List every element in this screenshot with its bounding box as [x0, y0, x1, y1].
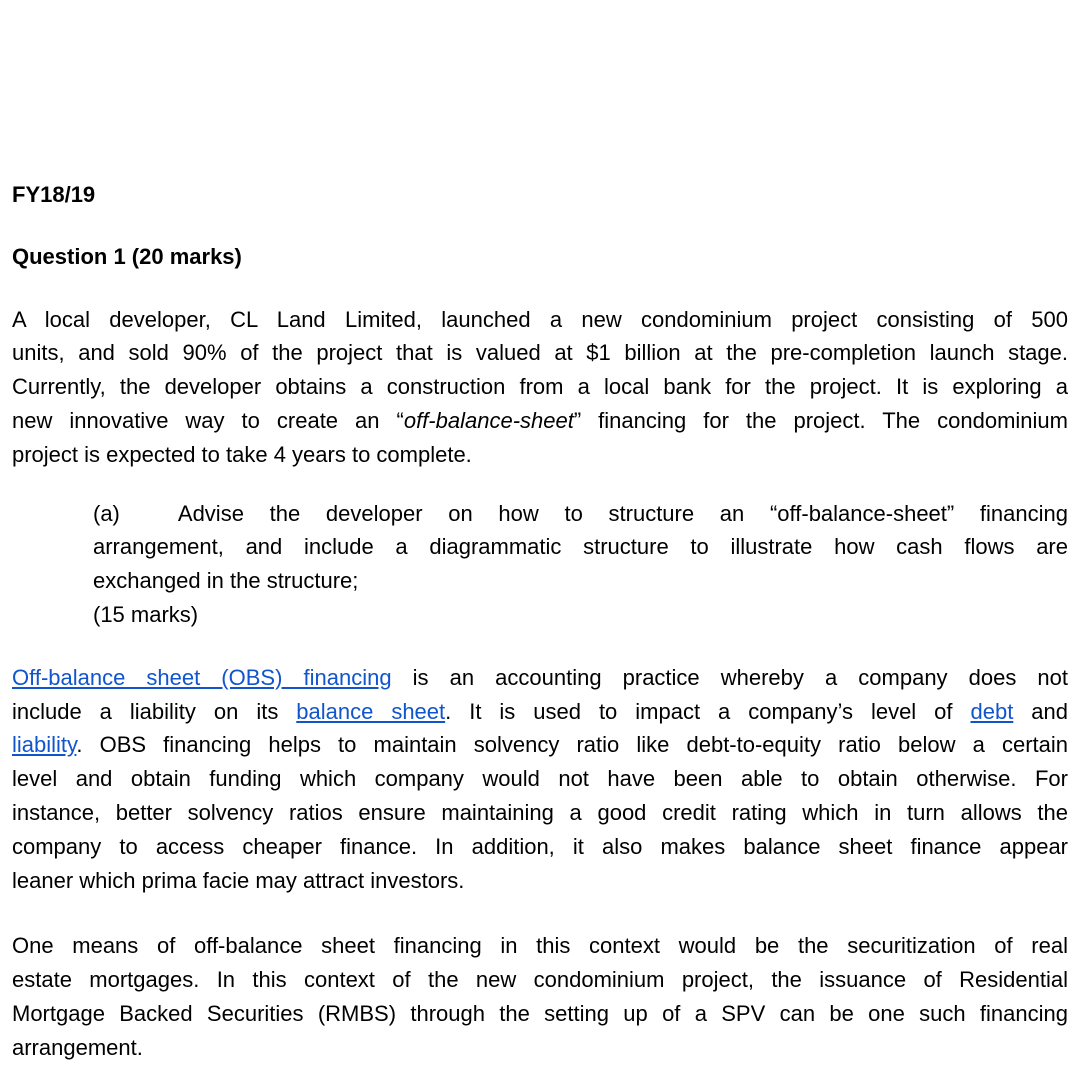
inline-link[interactable]: balance sheet	[296, 698, 446, 724]
text-run: A local developer, CL Land Limited, launched a new condominium project consisting of 500	[12, 306, 1068, 332]
text-run: arrangement, and include a diagrammatic structure to illustrate how cash flows are	[93, 534, 1068, 560]
text-run: off-balance-sheet	[403, 407, 574, 433]
text-line	[12, 336, 1068, 370]
text-run: Advise the developer on how to structure an “off-balance-sheet” financing	[177, 500, 1068, 526]
part-a-paragraph	[93, 497, 1068, 632]
inline-link[interactable]: Off-balance sheet (OBS) financing	[12, 664, 392, 690]
text-run: company to access cheaper finance. In addition, it also makes balance sheet finance appear	[12, 833, 1068, 859]
text-run: (a)	[93, 500, 120, 526]
fiscal-year-heading: FY18/19	[12, 182, 96, 207]
text-line	[12, 1031, 1068, 1065]
text-run: Mortgage Backed Securities (RMBS) through the setting up of a SPV can be one such financing	[12, 1000, 1068, 1026]
text-run: estate mortgages. In this context of the new condominium project, the issuance of Residential	[12, 967, 1068, 993]
text-run: . It is used to impact a company’s level of	[445, 698, 971, 724]
text-line	[12, 303, 1068, 337]
text-line	[93, 497, 1068, 531]
text-line	[12, 864, 1068, 898]
text-run: new innovative way to create an “	[12, 407, 404, 433]
question-heading: Question 1 (20 marks)	[12, 243, 242, 269]
text-run: . OBS financing helps to maintain solvency ratio like debt-to-equity ratio below a certain	[76, 732, 1068, 758]
text-line	[12, 796, 1068, 830]
text-line	[12, 695, 1068, 729]
text-line	[12, 661, 1068, 695]
text-line	[12, 830, 1068, 864]
text-line	[12, 963, 1068, 997]
text-run: Currently, the developer obtains a construction from a local bank for the project. It is exploring a	[12, 374, 1068, 400]
text-run: One means of off-balance sheet financing in this context would be the securitization of real	[12, 933, 1068, 959]
text-line	[93, 598, 1068, 632]
text-line	[12, 404, 1068, 438]
text-run: and	[1013, 698, 1068, 724]
obs-definition-paragraph	[12, 661, 1068, 898]
inline-link[interactable]: liability	[12, 732, 77, 758]
text-run: exchanged in the structure;	[93, 568, 359, 594]
securitization-paragraph	[12, 929, 1068, 1064]
text-run: is an accounting practice whereby a company does not	[391, 664, 1068, 690]
text-run: ” financing for the project. The condominium	[573, 407, 1068, 433]
text-run: include a liability on its	[12, 698, 297, 724]
text-run: project is expected to take 4 years to complete.	[12, 441, 472, 467]
text-line	[12, 370, 1068, 404]
text-line	[12, 438, 1068, 472]
intro-paragraph	[12, 303, 1068, 472]
text-line	[12, 728, 1068, 762]
text-run: instance, better solvency ratios ensure maintaining a good credit rating which in turn allows the	[12, 799, 1068, 825]
inline-link[interactable]: debt	[970, 698, 1014, 724]
text-run: leaner which prima facie may attract investors.	[12, 867, 465, 893]
text-line	[93, 564, 1068, 598]
text-run: units, and sold 90% of the project that is valued at $1 billion at the pre-completion launch stage.	[12, 340, 1068, 366]
text-line	[93, 530, 1068, 564]
text-line	[12, 929, 1068, 963]
text-run: (15 marks)	[93, 601, 199, 627]
text-run: level and obtain funding which company would not have been able to obtain otherwise. For	[12, 766, 1068, 792]
text-line	[12, 997, 1068, 1031]
text-run: arrangement.	[12, 1034, 143, 1060]
text-line	[12, 762, 1068, 796]
